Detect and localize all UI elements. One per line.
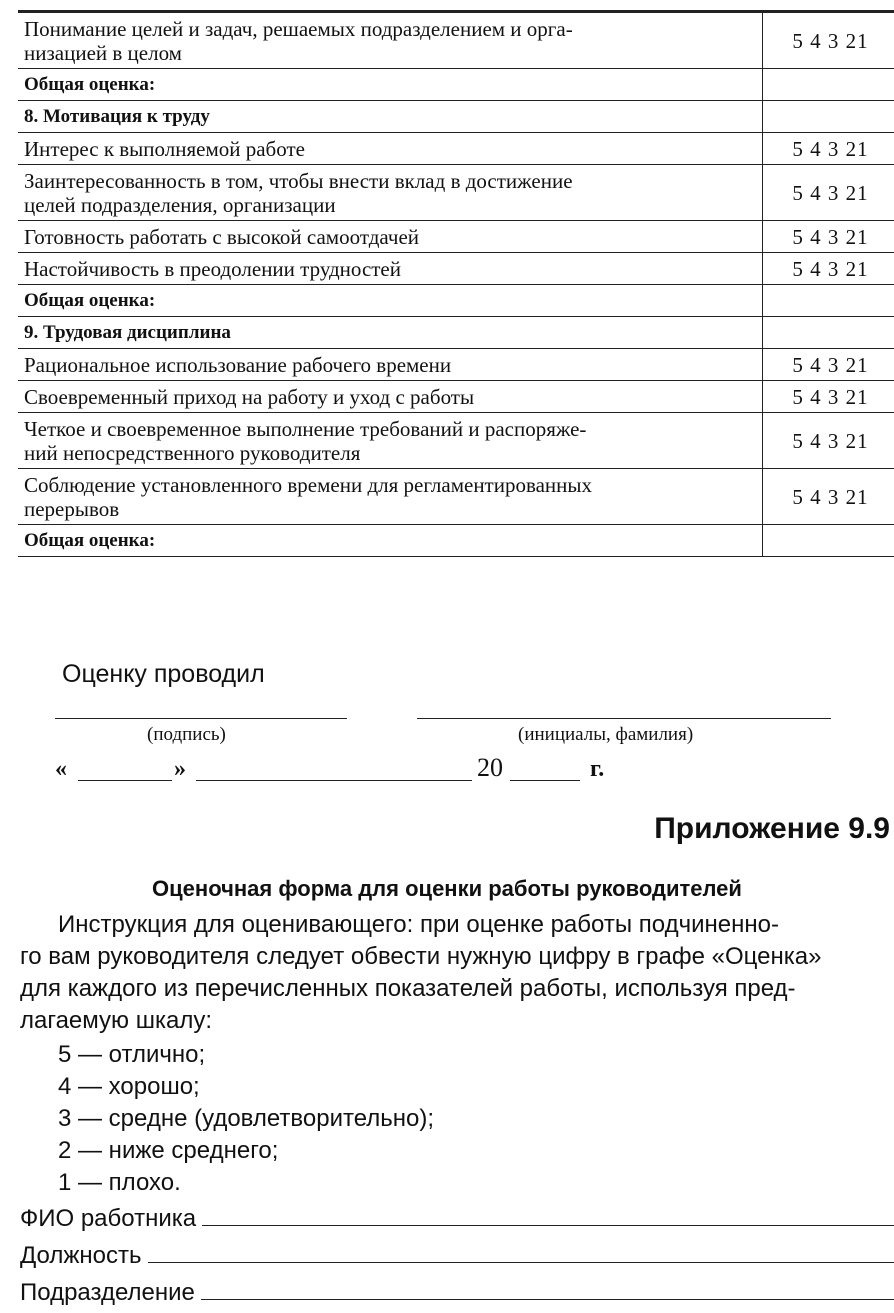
table-row	[18, 165, 894, 221]
instruction-line: лагаемую шкалу:	[20, 1007, 213, 1034]
criterion-text: Готовность работать с высокой самоотдачей	[24, 225, 420, 249]
instruction-line: Инструкция для оценивающего: при оценке работы подчиненно-	[58, 911, 779, 938]
month-line[interactable]	[196, 780, 472, 781]
rating-scale-cell	[763, 317, 894, 349]
form-title: Оценочная форма для оценки работы руководителей	[152, 876, 742, 901]
instruction-line: для каждого из перечисленных показателей работы, используя пред-	[20, 975, 796, 1002]
year-suffix: г.	[590, 756, 605, 782]
rating-scale-cell[interactable]: 5 4 3 21	[763, 381, 894, 413]
rating-scale-cell[interactable]: 5 4 3 21	[763, 13, 894, 69]
table-row	[18, 469, 894, 525]
criterion-cell	[18, 381, 763, 413]
criterion-cell	[18, 165, 763, 221]
criterion-cell	[18, 221, 763, 253]
scale-item: 5 — отлично;	[58, 1041, 206, 1068]
criterion-text: ний непосредственного руководителя	[24, 441, 361, 465]
scale-item: 4 — хорошо;	[58, 1073, 200, 1100]
criterion-text: Своевременный приход на работу и уход с работы	[24, 385, 475, 409]
rating-scale-cell	[763, 285, 894, 317]
criterion-text: Соблюдение установленного времени для регламентированных	[24, 473, 593, 497]
criterion-cell	[18, 349, 763, 381]
table-section-row	[18, 69, 894, 101]
date-close-quote: »	[174, 756, 186, 782]
criterion-cell	[18, 413, 763, 469]
instructions-paragraph	[20, 909, 894, 1037]
appendix-title: Приложение 9.9	[654, 812, 890, 845]
table-section-row	[18, 101, 894, 133]
criterion-cell	[18, 469, 763, 525]
evaluated-by-label: Оценку проводил	[62, 660, 265, 688]
criterion-cell	[18, 13, 763, 69]
instruction-line: го вам руководителя следует обвести нужную цифру в графе «Оценка»	[20, 943, 822, 970]
year-prefix: 20	[477, 753, 503, 782]
rating-scale-cell	[763, 69, 894, 101]
criterion-text: низацией в целом	[24, 41, 182, 65]
scale-item: 2 — ниже среднего;	[58, 1137, 279, 1164]
employee-fields	[20, 1200, 894, 1311]
scale-item: 1 — плохо.	[58, 1169, 181, 1196]
rating-scale-cell[interactable]: 5 4 3 21	[763, 413, 894, 469]
rating-scale-cell[interactable]: 5 4 3 21	[763, 469, 894, 525]
rating-scale-cell[interactable]: 5 4 3 21	[763, 253, 894, 285]
date-row	[55, 756, 67, 783]
criterion-cell	[18, 253, 763, 285]
criterion-text: 8. Мотивация к труду	[24, 106, 210, 127]
field-label: ФИО работника	[20, 1205, 197, 1232]
table-section-row	[18, 317, 894, 349]
table-row	[18, 133, 894, 165]
criterion-cell	[18, 525, 763, 557]
evaluation-table-body	[18, 13, 894, 557]
evaluation-table	[18, 12, 894, 557]
department-line[interactable]	[201, 1275, 894, 1300]
criterion-text: 9. Трудовая дисциплина	[24, 322, 231, 343]
scale-item: 3 — средне (удовлетворительно);	[58, 1105, 435, 1132]
criterion-text: Понимание целей и задач, решаемых подразделением и орга-	[24, 17, 573, 41]
criterion-text: перерывов	[24, 497, 120, 521]
field-label: Подразделение	[20, 1279, 195, 1306]
criterion-cell	[18, 285, 763, 317]
rating-scale-cell[interactable]: 5 4 3 21	[763, 349, 894, 381]
table-row	[18, 381, 894, 413]
signature-caption: (подпись)	[147, 724, 226, 745]
name-caption: (инициалы, фамилия)	[518, 724, 694, 745]
employee-name-line[interactable]	[202, 1201, 894, 1226]
criterion-cell	[18, 69, 763, 101]
criterion-text: целей подразделения, организации	[24, 193, 336, 217]
year-line[interactable]	[510, 780, 580, 781]
criterion-text: Общая оценка:	[24, 530, 156, 551]
rating-scale-cell[interactable]: 5 4 3 21	[763, 165, 894, 221]
field-label: Должность	[20, 1242, 142, 1269]
date-open-quote: «	[55, 756, 67, 782]
field-employee-name	[20, 1200, 894, 1237]
rating-scale-cell[interactable]: 5 4 3 21	[763, 133, 894, 165]
rating-scale-list	[58, 1039, 434, 1199]
table-row	[18, 221, 894, 253]
position-line[interactable]	[148, 1238, 894, 1263]
criterion-text: Настойчивость в преодолении трудностей	[24, 257, 401, 281]
table-row	[18, 413, 894, 469]
rating-scale-cell	[763, 101, 894, 133]
name-line[interactable]	[417, 718, 831, 719]
table-row	[18, 349, 894, 381]
criterion-text: Интерес к выполняемой работе	[24, 137, 305, 161]
rating-scale-cell	[763, 525, 894, 557]
field-position	[20, 1237, 894, 1274]
criterion-cell	[18, 317, 763, 349]
table-section-row	[18, 285, 894, 317]
criterion-text: Общая оценка:	[24, 290, 156, 311]
table-section-row	[18, 525, 894, 557]
signature-line[interactable]	[55, 718, 347, 719]
rating-scale-cell[interactable]: 5 4 3 21	[763, 221, 894, 253]
table-row	[18, 13, 894, 69]
criterion-cell	[18, 101, 763, 133]
criterion-text: Общая оценка:	[24, 74, 156, 95]
day-line[interactable]	[78, 780, 172, 781]
criterion-text: Четкое и своевременное выполнение требований и распоряже-	[24, 417, 587, 441]
table-row	[18, 253, 894, 285]
criterion-cell	[18, 133, 763, 165]
field-department	[20, 1274, 894, 1311]
criterion-text: Заинтересованность в том, чтобы внести вклад в достижение	[24, 169, 573, 193]
criterion-text: Рациональное использование рабочего времени	[24, 353, 452, 377]
